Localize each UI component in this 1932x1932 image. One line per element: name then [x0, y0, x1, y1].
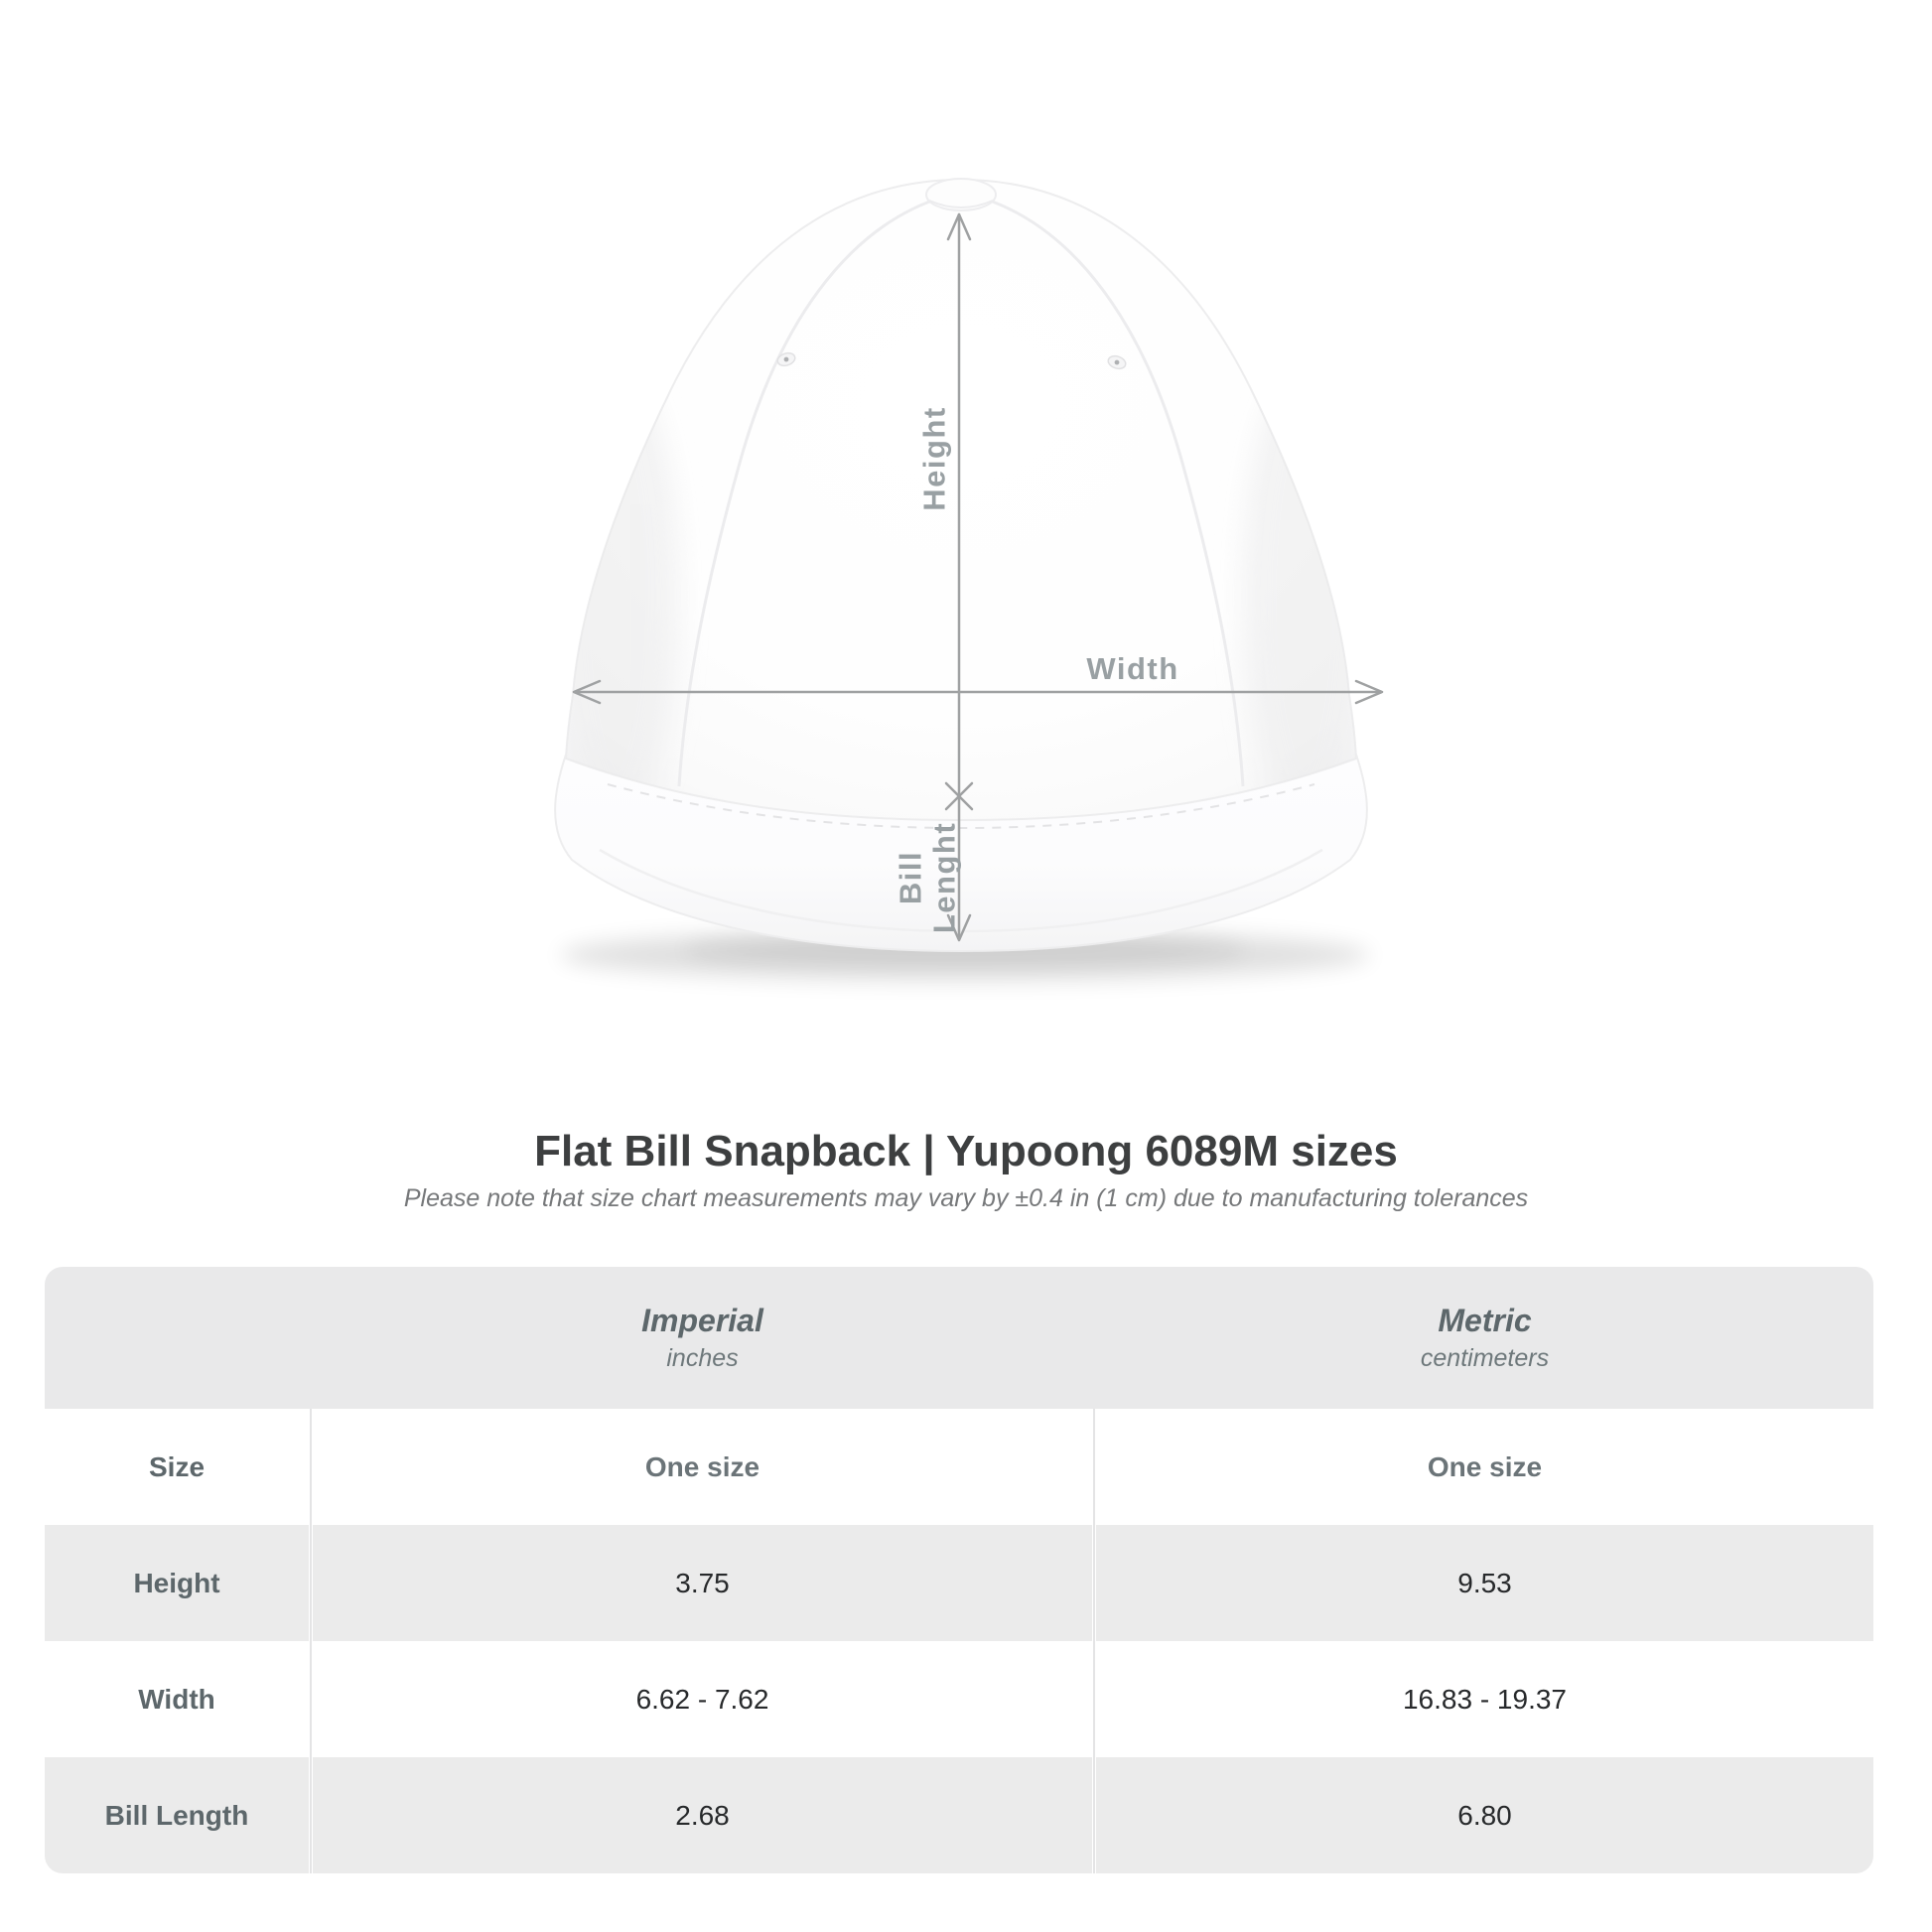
table-header	[45, 1267, 1873, 1409]
metric-value: 9.53	[1096, 1525, 1873, 1641]
imperial-column-header	[313, 1267, 1092, 1409]
row-label: Height	[45, 1525, 309, 1641]
hat-crown	[556, 179, 1366, 824]
metric-value: 16.83 - 19.37	[1096, 1641, 1873, 1757]
table-body	[45, 1409, 1873, 1873]
metric-value: 6.80	[1096, 1757, 1873, 1873]
imperial-value: 3.75	[313, 1525, 1092, 1641]
metric-unit-label: centimeters	[1420, 1344, 1550, 1372]
height-dimension-label: Height	[916, 406, 952, 511]
metric-header-label: Metric	[1438, 1303, 1532, 1338]
bill-length-dimension-label-line1: Bill	[893, 850, 928, 905]
table-row-width	[45, 1641, 1873, 1757]
imperial-value: 6.62 - 7.62	[313, 1641, 1092, 1757]
imperial-value: 2.68	[313, 1757, 1092, 1873]
size-chart-table	[45, 1267, 1873, 1873]
title-block	[0, 1126, 1932, 1213]
width-dimension-label: Width	[1086, 651, 1179, 686]
imperial-unit-label: inches	[666, 1344, 739, 1372]
row-label: Width	[45, 1641, 309, 1757]
hat-button	[926, 179, 996, 210]
table-row-size	[45, 1409, 1873, 1525]
imperial-value: One size	[313, 1409, 1092, 1525]
table-row-bill-length	[45, 1757, 1873, 1873]
page-title: Flat Bill Snapback | Yupoong 6089M sizes	[534, 1127, 1398, 1175]
table-row-height	[45, 1525, 1873, 1641]
tolerance-note: Please note that size chart measurements may vary by ±0.4 in (1 cm) due to manufacturing tolerances	[403, 1184, 1529, 1212]
metric-value: One size	[1096, 1409, 1873, 1525]
metric-column-header	[1096, 1267, 1873, 1409]
bill-length-dimension-label-line2: Lenght	[926, 821, 962, 934]
row-label: Size	[45, 1409, 309, 1525]
imperial-header-label: Imperial	[641, 1303, 763, 1338]
row-label: Bill Length	[45, 1757, 309, 1873]
